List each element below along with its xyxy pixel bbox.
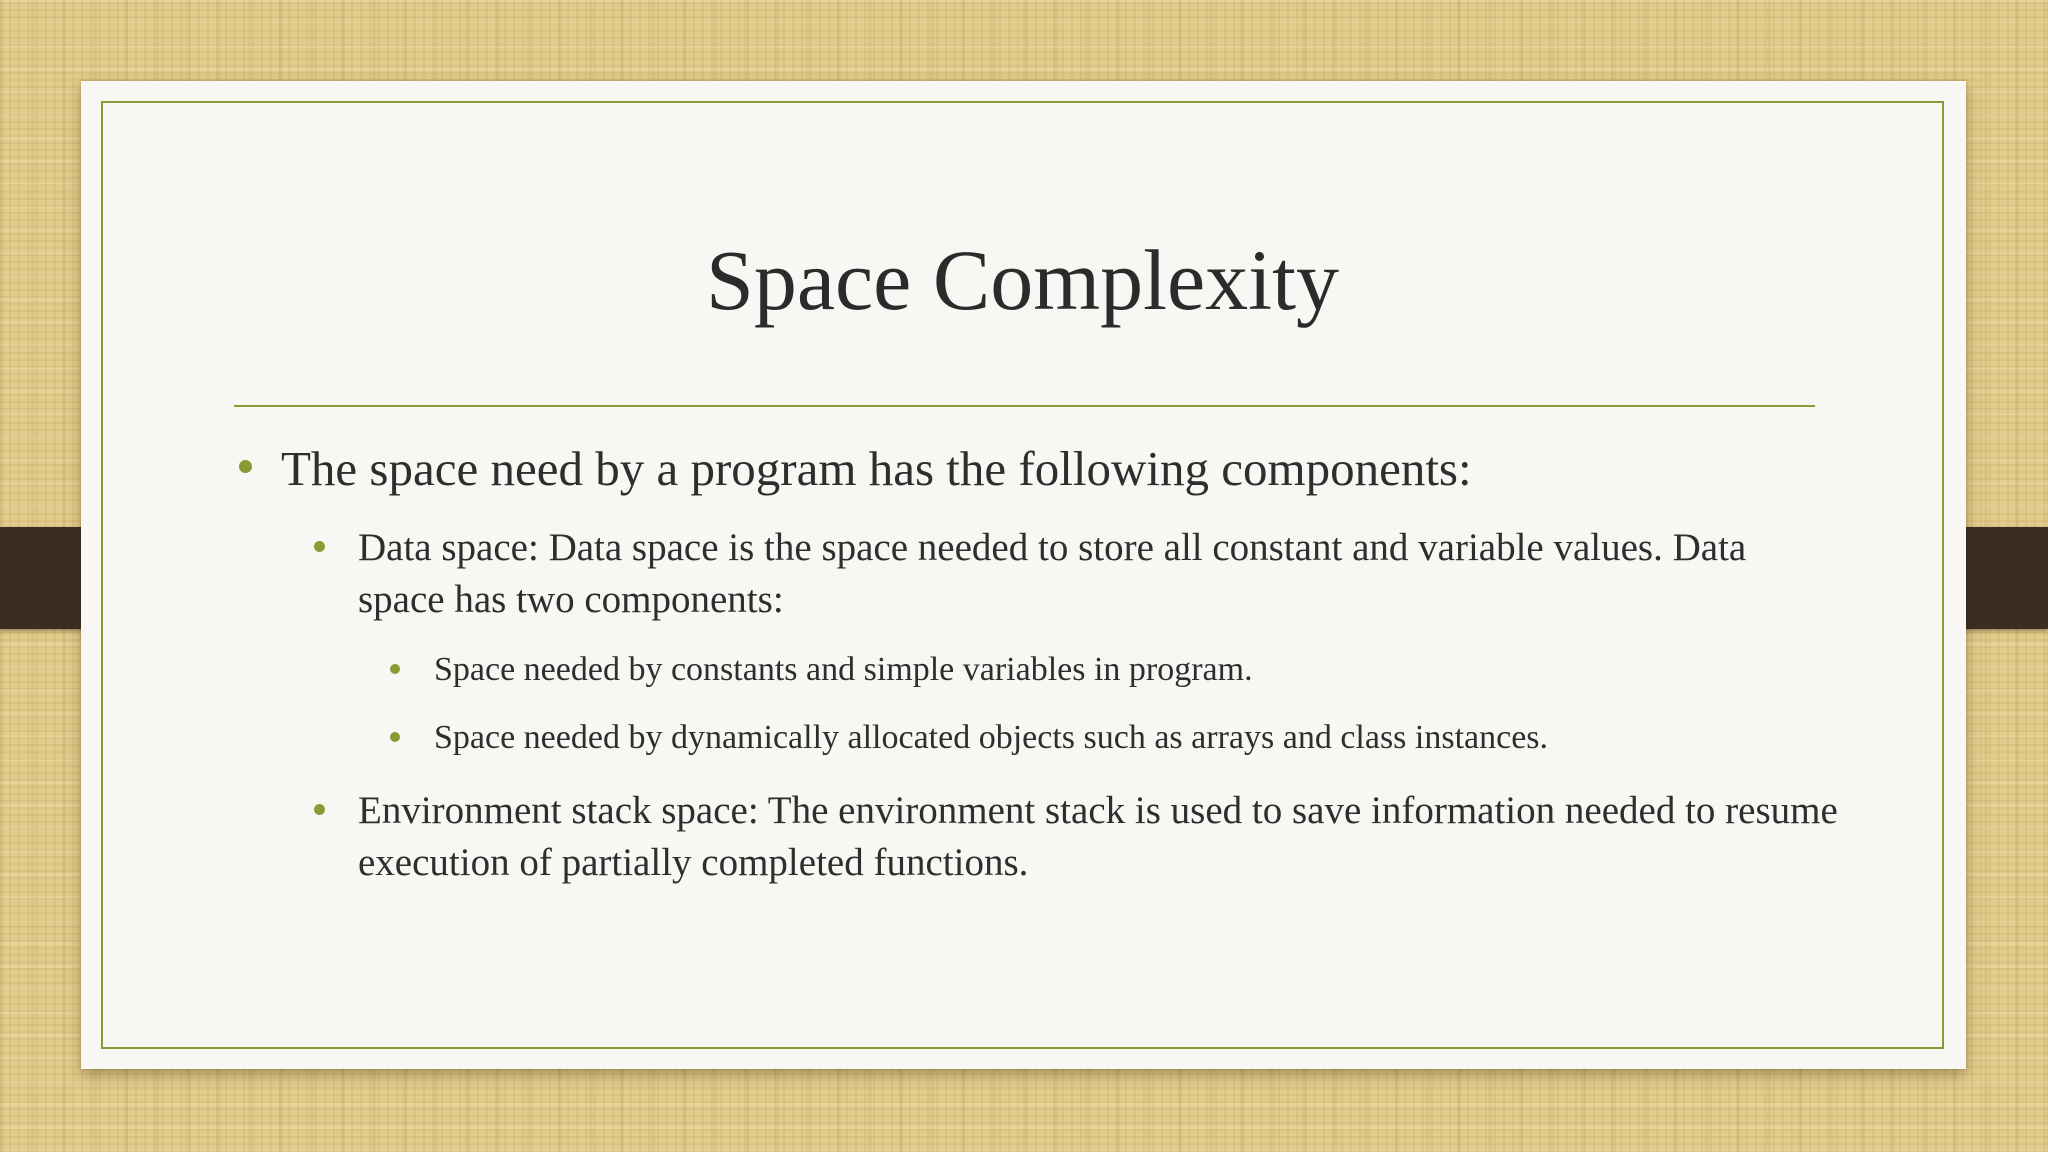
bullet-text: Environment stack space: The environment stack is used to save information needed to resume execution of partially completed functions.	[358, 789, 1838, 884]
bullet-dot-icon	[314, 804, 325, 815]
bullet-dot-icon	[314, 541, 325, 552]
list-item-dynamic-objects	[434, 716, 1834, 760]
bullet-text: Data space: Data space is the space needed to store all constant and variable values. Data space has two components:	[358, 526, 1747, 621]
bullet-text: The space need by a program has the following components:	[281, 441, 1472, 496]
list-item-constants	[434, 648, 1834, 692]
bullet-text: Space needed by dynamically allocated objects such as arrays and class instances.	[434, 719, 1549, 756]
list-item-data-space	[358, 522, 1838, 626]
list-item-level-1	[281, 436, 1881, 502]
slide-title: Space Complexity	[706, 232, 1339, 328]
bullet-dot-icon	[390, 664, 400, 674]
list-item-environment-stack	[358, 785, 1838, 889]
bullet-dot-icon	[390, 732, 400, 742]
bullet-text: Space needed by constants and simple variables in program.	[434, 651, 1253, 688]
bullet-dot-icon	[239, 460, 252, 473]
